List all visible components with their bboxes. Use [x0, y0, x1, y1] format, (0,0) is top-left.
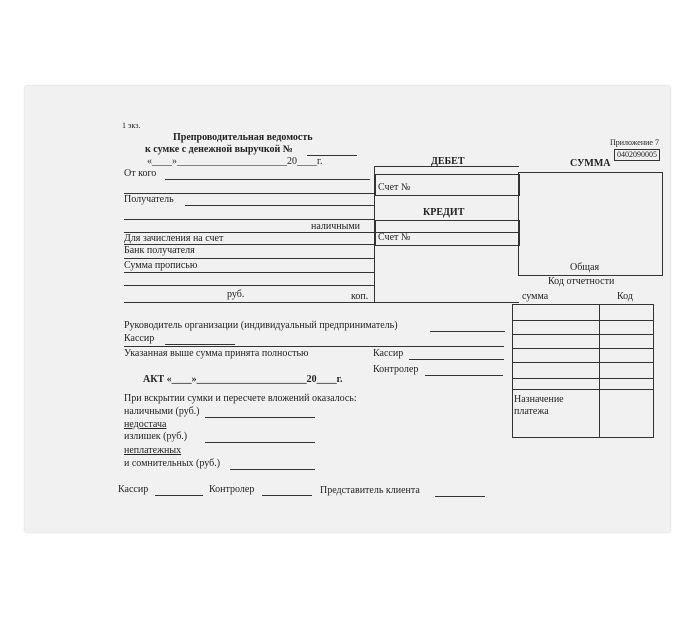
recipient-line — [185, 205, 375, 206]
reporting-table-col — [599, 304, 600, 437]
payment-purpose-2: платежа — [514, 406, 549, 417]
rub-kop-line — [124, 302, 519, 303]
reporting-row-6 — [512, 389, 653, 390]
credit-header: КРЕДИТ — [423, 207, 465, 218]
surplus-label: излишек (руб.) — [124, 431, 188, 442]
amount-words-label: Сумма прописью — [124, 260, 198, 271]
controller-line — [425, 375, 503, 376]
head-of-org-line — [430, 331, 505, 332]
payment-purpose-1: Назначение — [514, 394, 564, 405]
debit-header: ДЕБЕТ — [431, 156, 465, 167]
copy-label: 1 экз. — [122, 121, 141, 130]
account-no-1: Счет № — [378, 182, 411, 193]
nonpayable-label: неплатежных — [124, 445, 182, 456]
act-line: АКТ «____»______________________20____г. — [143, 374, 343, 385]
footer-client-rep: Представитель клиента — [320, 485, 420, 496]
title-line-1: Препроводительная ведомость — [173, 132, 313, 143]
cashier-label-2: Кассир — [373, 348, 404, 359]
reporting-row-1 — [512, 320, 653, 321]
signatures-divider — [124, 346, 504, 347]
kop-label: коп. — [351, 291, 369, 302]
doubtful-line — [230, 469, 315, 470]
cash-rub-line — [205, 417, 315, 418]
reporting-row-3 — [512, 348, 653, 349]
from-line — [165, 179, 370, 180]
footer-cashier-line — [155, 495, 203, 496]
for-crediting-label: Для зачисления на счет — [124, 233, 224, 244]
amount-words-line — [124, 272, 374, 273]
total-sum-box — [518, 172, 663, 276]
from-label: От кого — [124, 168, 157, 179]
reporting-row-5 — [512, 378, 653, 379]
head-of-org-label: Руководитель организации (индивидуальный предприниматель) — [124, 320, 398, 331]
bank-line — [124, 258, 374, 259]
accepted-label: Указанная выше сумма принята полностью — [124, 348, 309, 359]
cashier-line-2 — [409, 359, 504, 360]
doubtful-label: и сомнительных (руб.) — [124, 458, 221, 469]
footer-controller-line — [262, 495, 312, 496]
cashier-label: Кассир — [124, 333, 155, 344]
footer-client-rep-line — [435, 496, 485, 497]
date-line: «____»______________________20____г. — [147, 156, 323, 167]
reporting-code-label: Код отчетности — [548, 276, 615, 287]
surplus-line — [205, 442, 315, 443]
amount-words-line-2 — [124, 285, 374, 286]
opening-label: При вскрытии сумки и пересчете вложений оказалось: — [124, 393, 357, 404]
recipient-bank-label: Банк получателя — [124, 245, 195, 256]
reporting-row-4 — [512, 362, 653, 363]
cash-label: наличными — [311, 221, 360, 232]
form-sheet — [25, 86, 670, 532]
shortage-label: недостача — [124, 419, 167, 430]
footer-cashier: Кассир — [118, 484, 149, 495]
rub-label: руб. — [227, 289, 245, 300]
appendix-label: Приложение 7 — [610, 138, 659, 147]
reporting-row-2 — [512, 334, 653, 335]
cashier-line — [165, 344, 235, 345]
cash-rub-label: наличными (руб.) — [124, 406, 200, 417]
footer-controller: Контролер — [209, 484, 255, 495]
title-line-2: к сумке с денежной выручкой № — [145, 144, 293, 155]
recipient-label: Получатель — [124, 194, 174, 205]
form-code: 0402090005 — [614, 149, 660, 161]
recipient-line-2 — [124, 219, 374, 220]
sum-col-header: сумма — [522, 291, 549, 302]
code-col-header: Код — [617, 291, 633, 302]
total-label: Общая — [570, 262, 600, 273]
account-no-2: Счет № — [378, 232, 411, 243]
amount-header: СУММА — [570, 158, 611, 169]
controller-label: Контролер — [373, 364, 419, 375]
